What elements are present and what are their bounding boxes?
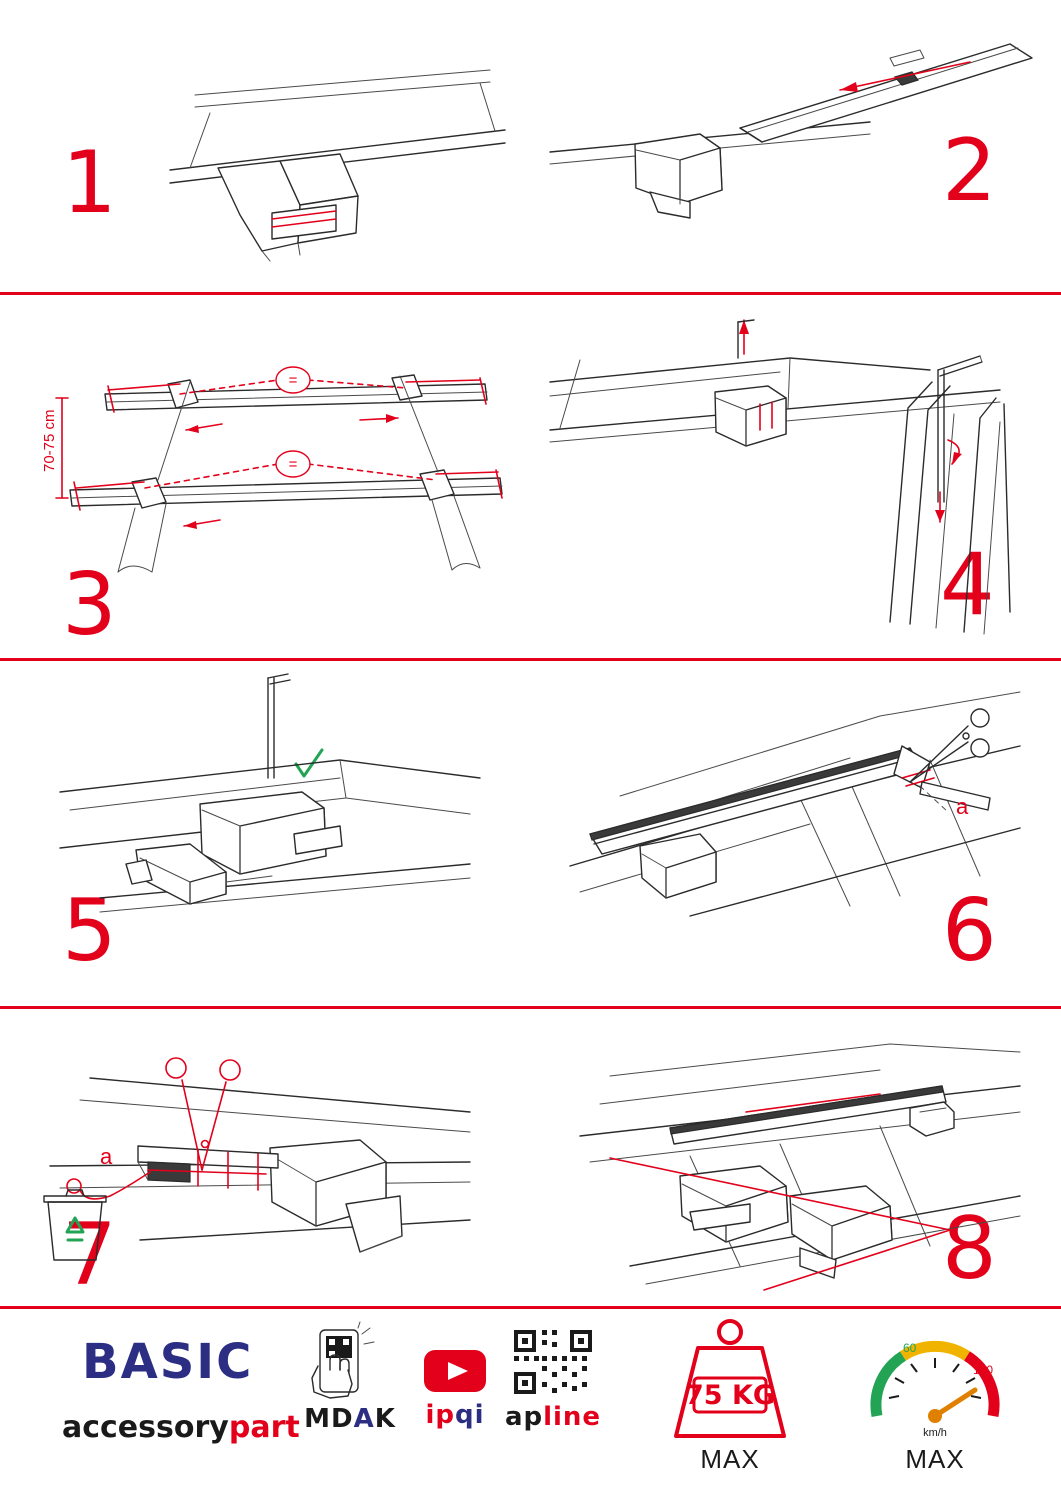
step-panel-2 <box>530 0 1061 292</box>
step-6-illustration <box>550 686 1050 946</box>
footer <box>0 1310 1061 1500</box>
step-panel-1 <box>0 0 530 292</box>
svg-text:=: = <box>288 372 298 389</box>
max-speed-caption: MAX <box>905 1444 965 1474</box>
step-5-illustration <box>40 668 510 938</box>
speed-unit: km/h <box>923 1427 947 1439</box>
dimension-label: 70-75 cm <box>41 409 58 472</box>
gauge-tick-120: 120 <box>973 1363 994 1377</box>
logo-caption-mdak: MDAK <box>304 1404 396 1434</box>
step-number-6: 6 <box>942 881 997 981</box>
step-number-5: 5 <box>62 881 117 981</box>
hand-qr-phone-icon <box>290 1326 410 1404</box>
step-number-7: 7 <box>62 1205 117 1305</box>
step-number-2: 2 <box>942 121 997 221</box>
max-load-value: 75 KG <box>684 1380 776 1411</box>
brand-basic: BASIC <box>82 1334 254 1390</box>
step-panel-7 <box>0 1006 530 1306</box>
step-number-3: 3 <box>62 555 117 655</box>
max-speed-badge <box>855 1316 1015 1475</box>
step-7-illustration <box>30 1020 500 1270</box>
step-panel-8 <box>530 1006 1061 1306</box>
weight-icon <box>650 1316 810 1444</box>
gauge-tick-60: 60 <box>903 1341 917 1355</box>
step-3-illustration <box>40 322 520 572</box>
step-8-illustration <box>550 1016 1050 1299</box>
qr-code-icon <box>478 1324 628 1402</box>
scissors-icon <box>910 709 989 782</box>
max-load-caption: MAX <box>700 1444 760 1474</box>
step-number-8: 8 <box>942 1199 997 1299</box>
label-a-step6: a <box>956 794 969 819</box>
recycle-bin-icon <box>44 1190 106 1260</box>
step-panel-3 <box>0 292 530 658</box>
step-number-4: 4 <box>940 535 995 635</box>
logo-apline <box>478 1324 628 1432</box>
label-a-step7: a <box>100 1144 113 1169</box>
speedometer-icon <box>855 1316 1015 1444</box>
svg-text:=: = <box>288 456 298 473</box>
divider-4 <box>0 1306 1061 1309</box>
logo-mdak <box>290 1326 410 1434</box>
step-1-illustration <box>150 55 510 265</box>
step-2-illustration <box>540 22 1040 222</box>
logo-caption-ipqi: ipqi <box>425 1400 485 1430</box>
max-load-badge <box>650 1316 810 1475</box>
logo-caption-apline: apline <box>504 1402 602 1432</box>
step-panel-4 <box>530 292 1061 658</box>
step-4-illustration <box>540 312 1040 642</box>
step-panel-6 <box>530 658 1061 1006</box>
step-number-1: 1 <box>62 133 117 233</box>
step-panel-5 <box>0 658 530 1006</box>
brand-accessorypart: accessorypart <box>62 1410 300 1445</box>
